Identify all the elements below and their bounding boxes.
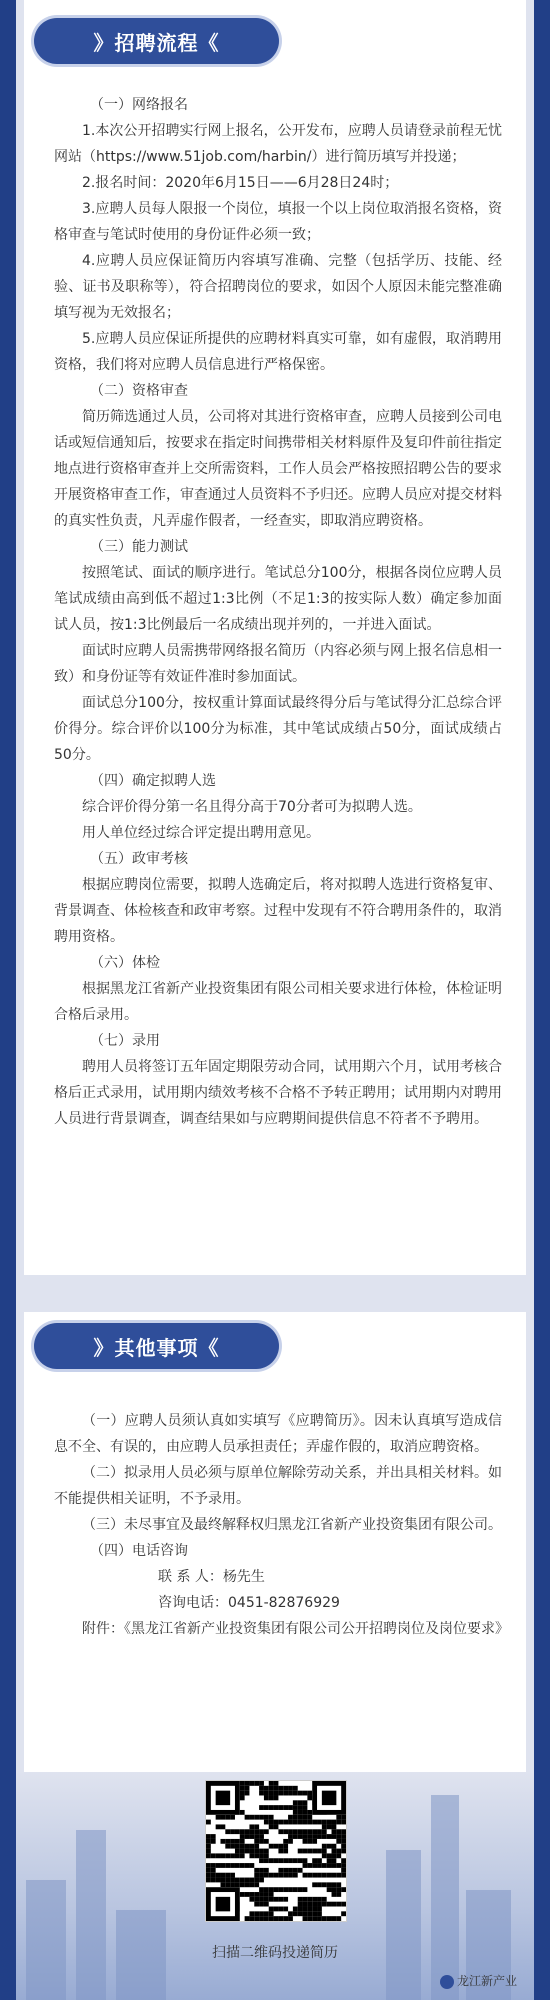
paragraph: 3.应聘人员每人限报一个岗位，填报一个以上岗位取消报名资格，资格审查与笔试时使用的身份证件必须一致； bbox=[54, 201, 502, 243]
paragraph: 2.报名时间：2020年6月15日——6月28日24时； bbox=[82, 175, 399, 191]
qr-caption: 扫描二维码投递简历 bbox=[212, 1945, 338, 1961]
section-heading: （五）政审考核 bbox=[90, 851, 188, 867]
paragraph: 综合评价得分第一名且得分高于70分者可为拟聘人选。 bbox=[82, 799, 422, 815]
paragraph: 1.本次公开招聘实行网上报名，公开发布，应聘人员请登录前程无忧网站（https://www.51job.com/harbin/）进行简历填写并投递； bbox=[54, 123, 502, 165]
other-title-banner: 》其他事项《 bbox=[34, 1323, 279, 1369]
paragraph: 面试总分100分，按权重计算面试最终得分后与笔试得分汇总综合评价得分。综合评价以100分为标准，其中笔试成绩占50分，面试成绩占50分。 bbox=[54, 695, 502, 763]
section-heading: （一）网络报名 bbox=[90, 97, 188, 113]
paragraph: 简历筛选通过人员，公司将对其进行资格审查，应聘人员接到公司电话或短信通知后，按要求在指定时间携带相关材料原件及复印件前往指定地点进行资格审查并上交所需资料，工作人员会严格按照招聘公告的要求开展资格审查工作，审查通过人员资料不予归还。应聘人员应对提交材料的真实性负责，凡弄虚作假者，一经查实，即取消应聘资格。 bbox=[54, 409, 502, 529]
paragraph: 附件：《黑龙江省新产业投资集团有限公司公开招聘岗位及岗位要求》 bbox=[82, 1621, 509, 1637]
paragraph: 联 系 人：杨先生 bbox=[158, 1569, 265, 1585]
wechat-icon bbox=[440, 1975, 454, 1989]
paragraph: 根据黑龙江省新产业投资集团有限公司相关要求进行体检，体检证明合格后录用。 bbox=[54, 981, 502, 1023]
section-heading: （二）资格审查 bbox=[90, 383, 188, 399]
section-heading: （四）电话咨询 bbox=[90, 1543, 188, 1559]
watermark bbox=[440, 1972, 517, 1989]
watermark-text: 龙江新产业 bbox=[457, 1974, 518, 1988]
paragraph: 5.应聘人员应保证所提供的应聘材料真实可靠，如有虚假，取消聘用资格，我们将对应聘人员信息进行严格保密。 bbox=[54, 331, 502, 373]
section-heading: （三）能力测试 bbox=[90, 539, 188, 555]
paragraph: （一）应聘人员须认真如实填写《应聘简历》。因未认真填写造成信息不全、有误的，由应聘人员承担责任；弄虚作假的，取消应聘资格。 bbox=[54, 1413, 502, 1455]
section-heading: （四）确定拟聘人选 bbox=[90, 773, 216, 789]
paragraph: 咨询电话：0451-82876929 bbox=[158, 1595, 340, 1611]
qr-code[interactable] bbox=[205, 1780, 347, 1922]
paragraph: 聘用人员将签订五年固定期限劳动合同，试用期六个月，试用考核合格后正式录用，试用期内绩效考核不合格不予转正聘用；试用期内对聘用人员进行背景调查，调查结果如与应聘期间提供信息不符者不予聘用。 bbox=[54, 1059, 502, 1127]
other-section bbox=[54, 1408, 509, 1642]
process-title-banner: 》招聘流程《 bbox=[34, 18, 279, 64]
paragraph: 4.应聘人员应保证简历内容填写准确、完整（包括学历、技能、经验、证书及职称等），符合招聘岗位的要求，如因个人原因未能完整准确填写视为无效报名； bbox=[54, 253, 502, 321]
paragraph: 根据应聘岗位需要，拟聘人选确定后，将对拟聘人选进行资格复审、背景调查、体检核查和政审考察。过程中发现有不符合聘用条件的，取消聘用资格。 bbox=[54, 877, 502, 945]
section-heading: （七）录用 bbox=[90, 1033, 160, 1049]
paragraph: 面试时应聘人员需携带网络报名简历（内容必须与网上报名信息相一致）和身份证等有效证件准时参加面试。 bbox=[54, 643, 502, 685]
paragraph: 按照笔试、面试的顺序进行。笔试总分100分，根据各岗位应聘人员笔试成绩由高到低不超过1:3比例（不足1:3的按实际人数）确定参加面试人员，按1:3比例最后一名成绩出现并列的，一并进入面试。 bbox=[54, 565, 502, 633]
paragraph: （二）拟录用人员必须与原单位解除劳动关系，并出具相关材料。如不能提供相关证明，不予录用。 bbox=[54, 1465, 502, 1507]
process-section bbox=[54, 92, 502, 1132]
section-heading: （六）体检 bbox=[90, 955, 160, 971]
paragraph: 用人单位经过综合评定提出聘用意见。 bbox=[82, 825, 320, 841]
paragraph: （三）未尽事宜及最终解释权归黑龙江省新产业投资集团有限公司。 bbox=[82, 1517, 502, 1533]
